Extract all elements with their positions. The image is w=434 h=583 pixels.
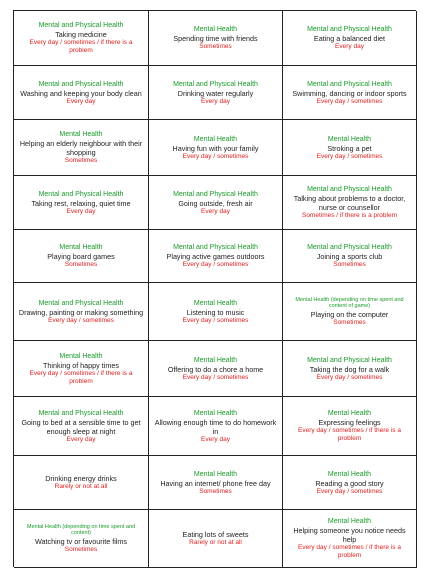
card-frequency: Every day / sometimes bbox=[48, 316, 114, 324]
card-activity: Offering to do a chore a home bbox=[167, 364, 264, 374]
card-frequency: Sometimes bbox=[64, 261, 98, 268]
card-activity: Taking the dog for a walk bbox=[309, 364, 390, 374]
card-frequency: Every day / sometimes bbox=[182, 261, 249, 268]
card-activity: Washing and keeping your body clean bbox=[20, 88, 142, 98]
card-category: Mental Health bbox=[193, 470, 238, 478]
card-category: Mental Health bbox=[193, 299, 238, 307]
card-category: Mental Health bbox=[193, 356, 238, 364]
card-playing-computer bbox=[283, 283, 417, 341]
card-frequency: Rarely or not at all bbox=[189, 539, 242, 546]
card-category: Mental and Physical Health bbox=[38, 299, 124, 307]
card-dog-walk bbox=[283, 341, 417, 397]
card-activity: Allowing enough time to do homework in bbox=[154, 417, 277, 436]
card-frequency: Every day bbox=[66, 207, 96, 215]
card-category: Mental and Physical Health bbox=[173, 190, 258, 198]
card-fun-with-family bbox=[149, 120, 283, 176]
card-sports-club bbox=[283, 230, 417, 283]
card-frequency: Every day bbox=[66, 97, 96, 105]
card-activity: Reading a good story bbox=[315, 478, 384, 488]
card-bedtime bbox=[14, 397, 149, 456]
card-washing bbox=[14, 66, 149, 120]
card-activity: Having fun with your family bbox=[172, 143, 259, 153]
card-activity: Eating lots of sweets bbox=[182, 530, 249, 539]
card-happy-times bbox=[14, 341, 149, 397]
card-frequency: Sometimes bbox=[64, 545, 98, 553]
card-activity: Watching tv or favourite films bbox=[34, 536, 127, 546]
card-listening-music bbox=[149, 283, 283, 341]
card-activity: Drawing, painting or making something bbox=[18, 307, 144, 317]
card-category: Mental Health (depending on time spent and content) bbox=[26, 523, 136, 536]
card-category: Mental Health bbox=[327, 470, 372, 478]
card-activity: Taking rest, relaxing, quiet time bbox=[31, 198, 131, 208]
card-spending-time-with-friends bbox=[149, 11, 283, 66]
card-activity: Helping an elderly neighbour with their shopping bbox=[19, 139, 143, 157]
card-activity: Going to bed at a sensible time to get enough sleep at night bbox=[21, 417, 141, 436]
card-taking-rest bbox=[14, 176, 149, 230]
card-frequency: Sometimes bbox=[333, 318, 366, 326]
card-reading-story bbox=[283, 456, 417, 510]
card-swimming-dancing bbox=[283, 66, 417, 120]
card-frequency: Every day / sometimes bbox=[316, 152, 383, 160]
card-stroking-pet bbox=[283, 120, 417, 176]
card-category: Mental Health bbox=[193, 26, 238, 33]
card-watching-tv bbox=[14, 510, 149, 568]
card-category: Mental and Physical Health bbox=[307, 80, 392, 88]
card-talking-about-problems bbox=[283, 176, 417, 230]
card-category: Mental Health bbox=[193, 135, 238, 143]
activity-card-grid bbox=[13, 10, 416, 567]
card-category: Mental and Physical Health bbox=[173, 80, 258, 88]
card-category: Mental and Physical Health bbox=[38, 190, 124, 198]
card-category: Mental and Physical Health bbox=[307, 356, 392, 364]
card-activity: Helping someone you notice needs help bbox=[293, 526, 406, 544]
card-activity: Listening to music bbox=[186, 307, 245, 317]
card-frequency: Every day bbox=[335, 43, 364, 50]
card-frequency: Every day / sometimes / if there is a problem bbox=[29, 39, 133, 54]
card-taking-medicine bbox=[14, 11, 149, 66]
card-activity: Drinking energy drinks bbox=[45, 474, 117, 483]
card-frequency: Every day / sometimes bbox=[316, 373, 383, 381]
card-activity: Drinking water regularly bbox=[177, 88, 254, 98]
card-activity: Playing on the computer bbox=[310, 309, 389, 319]
card-activity: Taking medicine bbox=[55, 30, 107, 39]
card-chore-at-home bbox=[149, 341, 283, 397]
card-category: Mental and Physical Health bbox=[307, 26, 392, 33]
card-category: Mental Health bbox=[59, 131, 103, 138]
card-frequency: Sometimes bbox=[199, 487, 232, 495]
card-category: Mental and Physical Health bbox=[38, 80, 124, 88]
card-category: Mental Health bbox=[327, 410, 372, 417]
card-frequency: Sometimes bbox=[333, 261, 366, 268]
card-frequency: Every day bbox=[66, 435, 96, 443]
card-frequency: Sometimes bbox=[64, 157, 98, 164]
card-frequency: Every day / sometimes bbox=[182, 152, 249, 160]
card-activity: Talking about problems to a doctor, nurse or counsellor bbox=[293, 194, 406, 212]
card-drinking-water bbox=[149, 66, 283, 120]
card-category: Mental Health bbox=[59, 244, 103, 251]
card-drawing-painting bbox=[14, 283, 149, 341]
card-active-games bbox=[149, 230, 283, 283]
card-category: Mental and Physical Health bbox=[307, 244, 392, 251]
card-category: Mental Health bbox=[59, 352, 103, 360]
card-activity: Thinking of happy times bbox=[43, 360, 119, 370]
card-activity: Swimming, dancing or indoor sports bbox=[292, 88, 407, 98]
card-expressing-feelings bbox=[283, 397, 417, 456]
card-frequency: Every day / sometimes / if there is a problem bbox=[29, 369, 133, 385]
card-activity: Playing active games outdoors bbox=[166, 252, 265, 261]
card-frequency: Every day bbox=[201, 97, 230, 105]
card-going-outside bbox=[149, 176, 283, 230]
card-frequency: Rarely or not at all bbox=[54, 483, 108, 490]
card-board-games bbox=[14, 230, 149, 283]
card-activity: Spending time with friends bbox=[173, 34, 258, 43]
card-category: Mental Health bbox=[193, 409, 238, 417]
card-frequency: Every day / sometimes / if there is a problem bbox=[298, 427, 401, 442]
card-eating-sweets bbox=[149, 510, 283, 568]
card-energy-drinks bbox=[14, 456, 149, 510]
card-frequency: Every day / sometimes / if there is a problem bbox=[298, 544, 401, 559]
card-frequency: Sometimes / if there is a problem bbox=[301, 212, 397, 219]
card-frequency: Every day / sometimes bbox=[182, 373, 249, 381]
card-activity: Stroking a pet bbox=[327, 143, 372, 153]
card-frequency: Every day / sometimes bbox=[182, 316, 249, 324]
card-category: Mental and Physical Health bbox=[307, 186, 392, 193]
card-activity: Having an internet/ phone free day bbox=[160, 478, 271, 488]
card-activity: Expressing feelings bbox=[318, 418, 381, 427]
card-helping-someone bbox=[283, 510, 417, 568]
card-activity: Eating a balanced diet bbox=[313, 34, 386, 43]
card-activity: Joining a sports club bbox=[316, 252, 383, 261]
card-helping-neighbour bbox=[14, 120, 149, 176]
card-frequency: Sometimes bbox=[199, 43, 232, 50]
card-category: Mental and Physical Health bbox=[173, 244, 258, 251]
card-eating-balanced-diet bbox=[283, 11, 417, 66]
card-frequency: Every day bbox=[201, 435, 230, 443]
card-category: Mental Health bbox=[327, 518, 372, 525]
card-frequency: Every day / sometimes bbox=[316, 97, 383, 105]
card-category: Mental Health (depending on time spent and content of game) bbox=[295, 296, 404, 309]
card-frequency: Every day / sometimes bbox=[316, 487, 383, 495]
card-activity: Going outside, fresh air bbox=[178, 198, 253, 208]
card-phone-free-day bbox=[149, 456, 283, 510]
card-category: Mental and Physical Health bbox=[38, 409, 124, 417]
card-activity: Playing board games bbox=[47, 252, 115, 261]
card-homework-time bbox=[149, 397, 283, 456]
card-category: Mental Health bbox=[327, 135, 372, 143]
card-frequency: Every day bbox=[201, 207, 230, 215]
card-category: Mental and Physical Health bbox=[38, 22, 124, 29]
